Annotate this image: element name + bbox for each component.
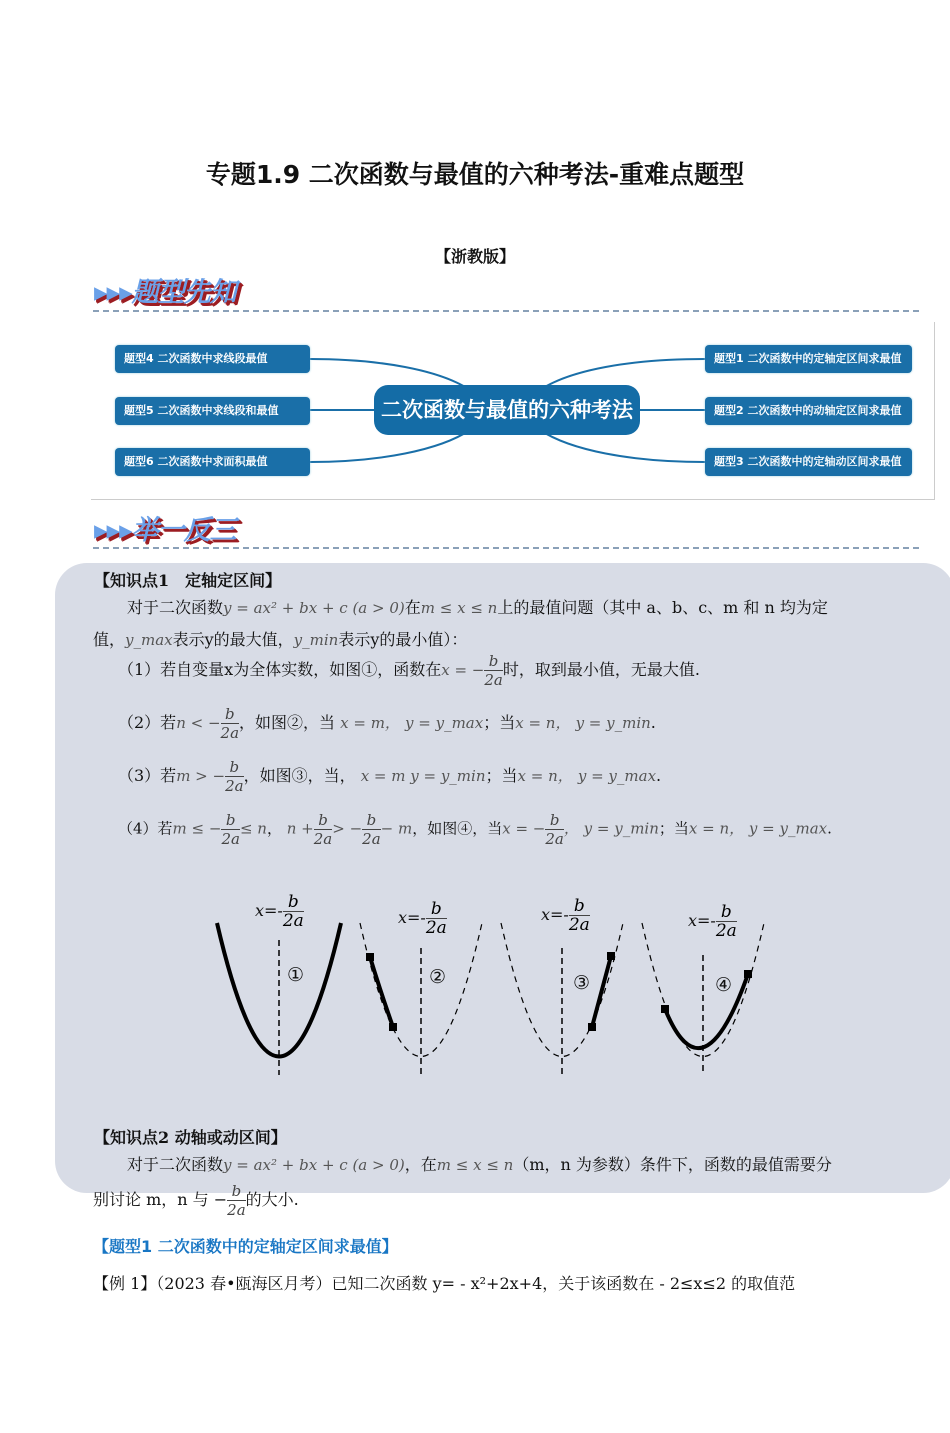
denominator: 2a (484, 671, 503, 689)
text: . (827, 819, 832, 838)
denominator: 2a (545, 830, 564, 848)
numerator: b (716, 903, 737, 922)
formula: y = y_max (405, 714, 484, 732)
k1-case1 (118, 652, 700, 689)
formula: x = n， (688, 819, 745, 838)
formula: ≤ n (239, 819, 267, 838)
figure-1-label (255, 893, 304, 930)
numerator: b (545, 811, 564, 830)
figure-1-mark: ① (287, 964, 305, 986)
mindmap-node-type4: 题型4 二次函数中求线段最值 (115, 345, 310, 373)
numerator: b (283, 893, 304, 912)
text: （2）若 (118, 713, 177, 732)
denominator: 2a (568, 915, 590, 935)
divider (93, 547, 919, 549)
text: ，如图③，当， (243, 766, 356, 785)
denominator: 2a (221, 830, 240, 848)
formula: n < − (176, 714, 221, 732)
numerator: b (362, 811, 381, 830)
text: 时，取到最小值，无最大值. (502, 660, 700, 679)
formula: x = m， (340, 714, 400, 732)
formula: − m (380, 819, 413, 838)
fraction (314, 811, 333, 848)
mindmap-center: 二次函数与最值的六种考法 (374, 385, 640, 435)
mindmap-node-type5: 题型5 二次函数中求线段和最值 (115, 397, 310, 425)
fraction (484, 652, 503, 689)
numerator: b (227, 1182, 246, 1201)
formula: m ≤ x ≤ n (436, 1156, 514, 1174)
edition-label: 【浙教版】 (434, 247, 515, 266)
formula: x = n， (515, 714, 571, 732)
formula: y_max (125, 631, 173, 649)
fraction (221, 705, 240, 742)
k2-para2 (93, 1182, 299, 1219)
formula: y_min (293, 631, 339, 649)
k1-para1 (127, 595, 828, 618)
fraction (283, 893, 304, 930)
text: 表示y的最小值）： (338, 630, 468, 649)
fraction (221, 811, 240, 848)
k1-case3 (118, 758, 661, 795)
k1-heading: 【知识点1 定轴定区间】 (94, 571, 282, 590)
text: （m，n 为参数）条件下，函数的最值需要分 (513, 1155, 832, 1174)
label: x=- (255, 901, 283, 920)
label: x=- (688, 911, 716, 930)
figure-4-label (688, 903, 737, 940)
fraction (569, 897, 590, 934)
text: ，如图②，当 (239, 713, 336, 732)
k1-para2 (93, 627, 467, 650)
text: 表示y的最大值， (172, 630, 294, 649)
formula: y = y_min (575, 714, 651, 732)
formula: m > − (176, 767, 226, 785)
text: （3）若 (118, 766, 177, 785)
numerator: b (484, 652, 503, 671)
numerator: b (426, 900, 447, 919)
numerator: b (221, 705, 240, 724)
banner-preview: ▸▸▸题型先知 (94, 277, 236, 308)
text: ，如图④，当 (412, 819, 503, 838)
formula: x = − (502, 819, 546, 838)
text: ；当 (658, 819, 689, 838)
page-title: 专题1.9 二次函数与最值的六种考法-重难点题型 (205, 160, 745, 189)
fraction (362, 811, 381, 848)
numerator: b (221, 811, 240, 830)
text: ；当 (485, 766, 518, 785)
text: ，在 (404, 1155, 437, 1174)
formula: > − (332, 819, 363, 838)
text: 在 (404, 598, 421, 617)
formula: x = n， (517, 767, 573, 785)
formula: y = ax² + bx + c (a > 0) (223, 599, 405, 617)
formula: x = m y = y_min (360, 767, 486, 785)
text: 值， (93, 630, 126, 649)
label: x=- (541, 905, 569, 924)
mindmap-node-type3: 题型3 二次函数中的定轴动区间求最值 (705, 448, 912, 476)
text: ；当 (483, 713, 516, 732)
formula: y = ax² + bx + c (a > 0) (223, 1156, 405, 1174)
banner-practice: ▸▸▸举一反三 (94, 515, 236, 546)
text: . (650, 713, 656, 732)
formula: x = − (441, 661, 485, 679)
figure-3-mark: ③ (573, 972, 591, 994)
figure-2-mark: ② (429, 966, 447, 988)
numerator: b (569, 897, 590, 916)
text: （1）若自变量x为全体实数，如图①，函数在 (118, 660, 442, 679)
text: 上的最值问题（其中 a、b、c、m 和 n 均为定 (497, 598, 828, 617)
formula: m ≤ − (172, 819, 222, 838)
formula: y = y_max (577, 767, 657, 785)
formula: y = y_max (748, 819, 828, 838)
k1-case4 (118, 811, 832, 848)
fraction (225, 758, 244, 795)
section-heading-type1: 【题型1 二次函数中的定轴定区间求最值】 (93, 1237, 398, 1256)
text: 对于二次函数 (127, 1155, 224, 1174)
fraction (716, 903, 737, 940)
mindmap-node-type2: 题型2 二次函数中的动轴定区间求最值 (705, 397, 912, 425)
figure-3-label (541, 897, 590, 934)
formula: m ≤ x ≤ n (420, 599, 498, 617)
denominator: 2a (220, 724, 240, 742)
denominator: 2a (225, 777, 244, 795)
k2-heading: 【知识点2 动轴或动区间】 (94, 1128, 287, 1147)
label: x=- (398, 908, 426, 927)
denominator: 2a (282, 911, 304, 931)
denominator: 2a (362, 830, 381, 848)
mindmap-node-type6: 题型6 二次函数中求面积最值 (115, 448, 310, 476)
text: . (656, 766, 662, 785)
example-1: 【例 1】（2023 春•瓯海区月考）已知二次函数 y= - x²+2x+4，关于该函数在 - 2≤x≤2 的取值范 (93, 1274, 796, 1293)
formula: n + (286, 819, 314, 838)
fraction (426, 900, 447, 937)
figure-2-label (398, 900, 447, 937)
figure-4-mark: ④ (715, 974, 733, 996)
k2-para1 (127, 1152, 832, 1175)
denominator: 2a (313, 830, 333, 848)
denominator: 2a (715, 921, 737, 941)
denominator: 2a (425, 918, 447, 938)
numerator: b (225, 758, 244, 777)
text: 的大小. (245, 1190, 299, 1209)
mindmap-connectors (0, 0, 950, 520)
fraction (545, 811, 564, 848)
text: 对于二次函数 (127, 598, 224, 617)
text: （4）若 (118, 819, 173, 838)
k1-case2 (118, 705, 656, 742)
numerator: b (314, 811, 333, 830)
formula: ， y = y_min (563, 819, 659, 838)
mindmap-node-type1: 题型1 二次函数中的定轴定区间求最值 (705, 345, 912, 373)
text: ， (266, 819, 282, 838)
text: 别讨论 m，n 与 − (93, 1190, 228, 1209)
fraction (227, 1182, 246, 1219)
denominator: 2a (227, 1201, 246, 1219)
